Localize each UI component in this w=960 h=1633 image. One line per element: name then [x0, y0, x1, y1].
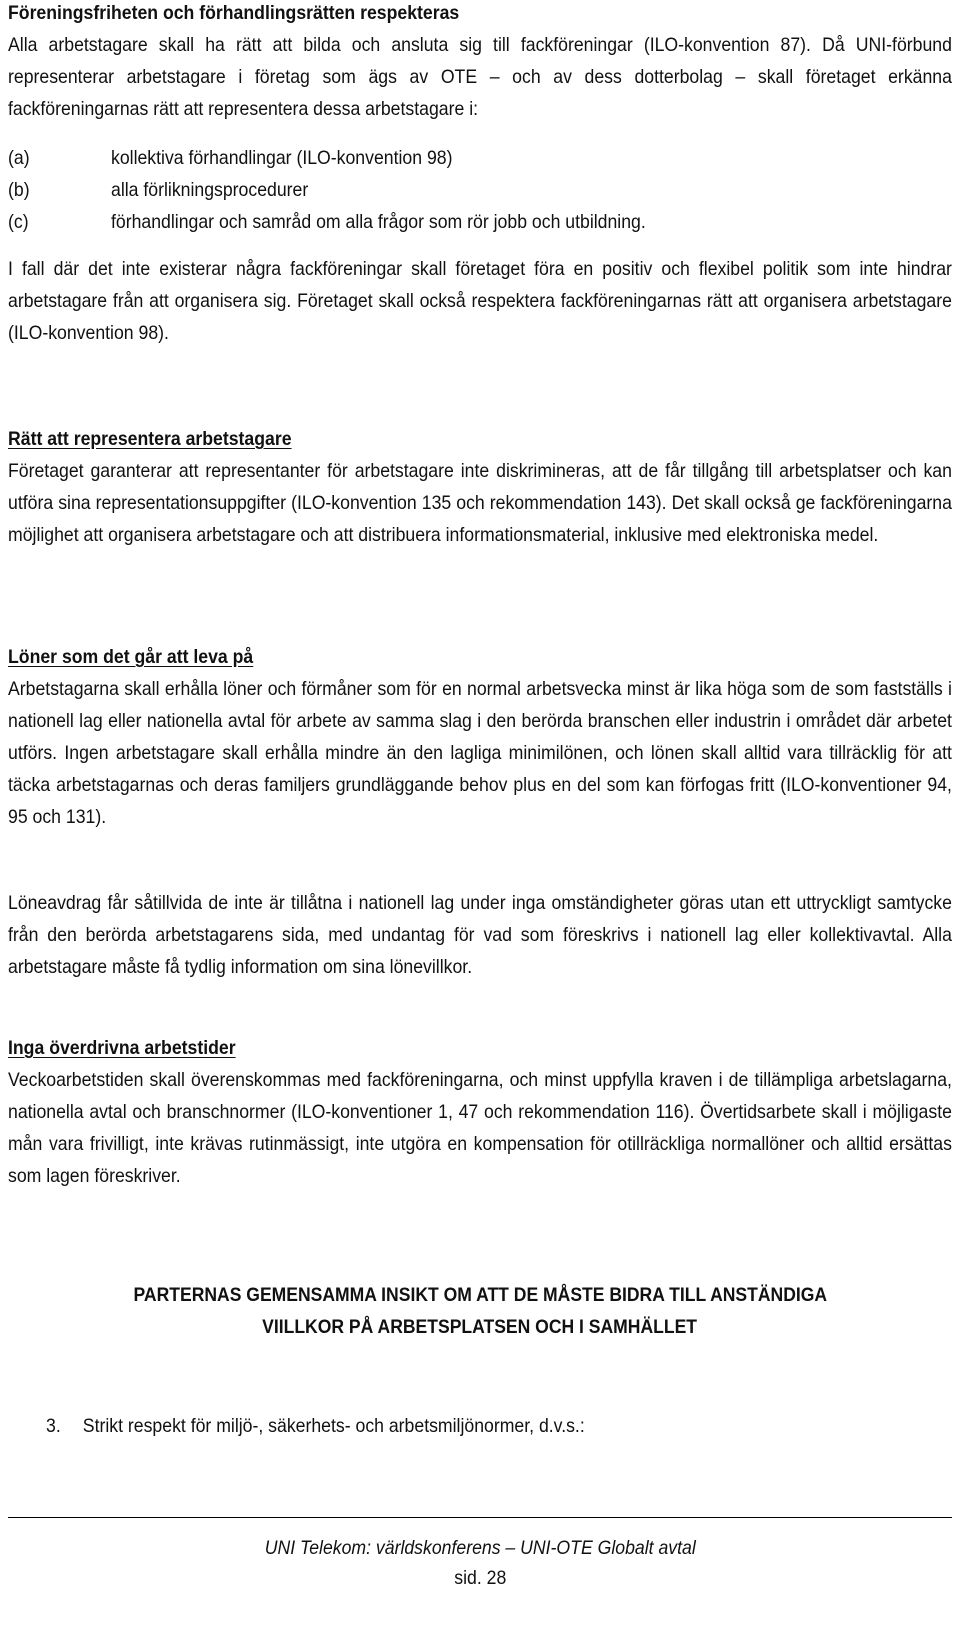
list-marker: (b)	[8, 180, 30, 201]
footer	[0, 1534, 960, 1594]
list-text: kollektiva förhandlingar (ILO-konvention 98)	[111, 148, 453, 169]
list-text: förhandlingar och samråd om alla frågor som rör jobb och utbildning.	[111, 212, 646, 233]
section-paragraph: I fall där det inte existerar några fackföreningar skall företaget föra en positiv och flexibel politik som inte hindrar arbetstagare från att organisera sig. Företaget skall också respektera fackföreningarnas rätt att organisera arbetstagare (ILO-konvention 98).	[8, 259, 952, 344]
item-number: 3.	[46, 1416, 61, 1437]
numbered-item	[46, 1411, 585, 1443]
page-number: sid. 28	[453, 1568, 507, 1589]
section-paragraph: Arbetstagarna skall erhålla löner och förmåner som för en normal arbetsvecka minst är lika höga som de som fastställs i nationell lag eller nationella avtal för arbete av samma slag i den berörda branschen eller industrin i området där arbetet utförs. Ingen arbetstagare skall erhålla mindre än den lagliga minimilönen, och lönen skall alltid vara tillräcklig för att täcka arbetstagarnas och deras familjers grundläggande behov plus en del som kan förfogas fritt (ILO-konventioner 94, 95 och 131).	[8, 679, 952, 828]
rights-list	[8, 143, 952, 239]
section-paragraph: Alla arbetstagare skall ha rätt att bilda och ansluta sig till fackföreningar (ILO-konvention 87). Då UNI-förbund representerar arbetstagare i företag som ägs av OTE – och av dess dotterbolag – skall företaget erkänna fackföreningarnas rätt att representera dessa arbetstagare i:	[8, 35, 952, 120]
heading-line: VIILLKOR PÅ ARBETSPLATSEN OCH I SAMHÄLLET	[262, 1316, 698, 1338]
section-heading: Föreningsfriheten och förhandlingsrätten respekteras	[8, 3, 460, 24]
section-heading: Rätt att representera arbetstagare	[8, 429, 292, 450]
joint-insight-heading	[0, 1279, 960, 1343]
section-living-wages	[8, 642, 952, 834]
list-marker: (a)	[8, 148, 30, 169]
item-text: Strikt respekt för miljö-, säkerhets- och arbetsmiljönormer, d.v.s.:	[82, 1416, 585, 1437]
section-working-hours	[8, 1033, 952, 1193]
section-freedom-of-association	[8, 0, 952, 126]
section-paragraph: Veckoarbetstiden skall överenskommas med fackföreningarna, och minst uppfylla kraven i de tillämpliga arbetslagarna, nationella avtal och branschnormer (ILO-konventioner 1, 47 och rekommendation 116). Övertidsarbete skall i möjligaste mån vara frivilligt, inte krävas rutinmässigt, inte utgöra en kompensation för otillräckliga normallöner och alltid ersättas som lagen föreskriver.	[8, 1070, 952, 1187]
section-heading: Inga överdrivna arbetstider	[8, 1038, 236, 1059]
list-marker: (c)	[8, 212, 29, 233]
section-paragraph: Företaget garanterar att representanter för arbetstagare inte diskrimineras, att de får tillgång till arbetsplatser och kan utföra sina representationsuppgifter (ILO-konvention 135 och rekommendation 143). Det skall också ge fackföreningarna möjlighet att organisera arbetstagare och att distribuera informationsmaterial, inklusive med elektroniska medel.	[8, 461, 952, 546]
section-heading: Löner som det går att leva på	[8, 647, 254, 668]
section-paragraph: Löneavdrag får såtillvida de inte är tillåtna i nationell lag under inga omständigheter göras utan ett uttryckligt samtycke från den berörda arbetstagarens sida, med undantag för vad som föreskrivs i nationell lag eller kollektivavtal. Alla arbetstagare måste få tydlig information om sina lönevillkor.	[8, 893, 952, 978]
section-paragraph-block	[8, 888, 952, 984]
footer-title: UNI Telekom: världskonferens – UNI-OTE Globalt avtal	[264, 1538, 696, 1559]
section-representation	[8, 424, 952, 552]
heading-line: PARTERNAS GEMENSAMMA INSIKT OM ATT DE MÅSTE BIDRA TILL ANSTÄNDIGA	[133, 1284, 827, 1306]
list-item	[8, 175, 952, 207]
list-item	[8, 143, 952, 175]
list-text: alla förlikningsprocedurer	[111, 180, 309, 201]
list-item	[8, 207, 952, 239]
section-paragraph-block	[8, 254, 952, 350]
footer-divider	[8, 1517, 952, 1518]
